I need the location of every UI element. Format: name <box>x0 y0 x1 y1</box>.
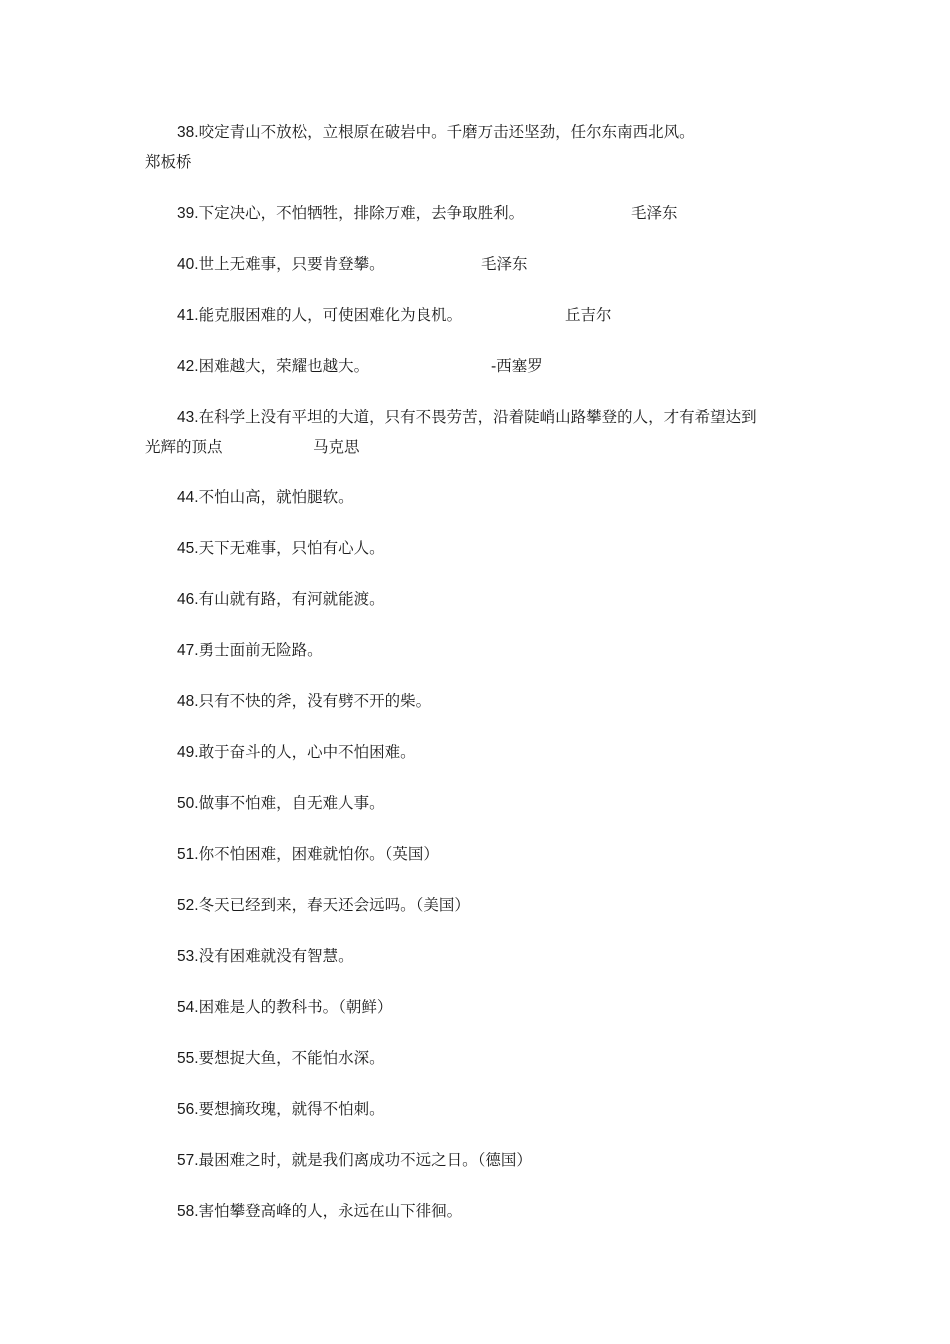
quote-author: 丘吉尔 <box>565 306 612 324</box>
quote-continuation: 光辉的顶点 <box>145 438 223 456</box>
quote-number: 42. <box>177 358 199 375</box>
quote-47 <box>145 635 815 665</box>
quote-number: 41. <box>177 307 199 324</box>
quote-58 <box>145 1196 815 1226</box>
quote-number: 48. <box>177 693 199 710</box>
quote-author: -西塞罗 <box>491 357 543 375</box>
quote-text: 要想摘玫瑰，就得不怕刺。 <box>198 1100 385 1118</box>
quote-text: 没有困难就没有智慧。 <box>198 947 354 965</box>
quote-number: 53. <box>177 948 199 965</box>
quote-text: 有山就有路，有河就能渡。 <box>198 590 385 608</box>
quote-text: 困难是人的教科书。（朝鲜） <box>198 998 393 1016</box>
quote-text: 害怕攀登高峰的人，永远在山下徘徊。 <box>198 1202 463 1220</box>
quote-text: 天下无难事，只怕有心人。 <box>198 539 385 557</box>
quote-number: 47. <box>177 642 199 659</box>
quote-40 <box>145 249 815 279</box>
quote-author: 毛泽东 <box>631 204 678 222</box>
quote-39 <box>145 198 815 228</box>
quote-52 <box>145 890 815 920</box>
quote-46 <box>145 584 815 614</box>
quote-text: 勇士面前无险路。 <box>198 641 323 659</box>
quote-text: 下定决心，不怕牺牲，排除万难，去争取胜利。 <box>198 204 525 222</box>
quote-50 <box>145 788 815 818</box>
quote-57 <box>145 1145 815 1175</box>
quote-text: 能克服困难的人，可使困难化为良机。 <box>198 306 463 324</box>
quote-48 <box>145 686 815 716</box>
quote-number: 56. <box>177 1101 199 1118</box>
quote-49 <box>145 737 815 767</box>
quote-number: 39. <box>177 205 199 222</box>
quote-42 <box>145 351 815 381</box>
quote-number: 49. <box>177 744 199 761</box>
quote-53 <box>145 941 815 971</box>
quote-number: 57. <box>177 1152 199 1169</box>
quote-number: 46. <box>177 591 199 608</box>
quote-text: 困难越大，荣耀也越大。 <box>198 357 370 375</box>
quote-text: 不怕山高，就怕腿软。 <box>198 488 354 506</box>
quote-text: 在科学上没有平坦的大道，只有不畏劳苦，沿着陡峭山路攀登的人，才有希望达到 <box>198 408 757 426</box>
quote-number: 43. <box>177 409 199 426</box>
quote-41 <box>145 300 815 330</box>
quote-number: 44. <box>177 489 199 506</box>
quote-text: 要想捉大鱼，不能怕水深。 <box>198 1049 385 1067</box>
quote-number: 38. <box>177 124 199 141</box>
quote-45 <box>145 533 815 563</box>
quote-text: 最困难之时，就是我们离成功不远之日。（德国） <box>198 1151 532 1169</box>
quote-number: 51. <box>177 846 199 863</box>
quote-56 <box>145 1094 815 1124</box>
quote-text: 敢于奋斗的人，心中不怕困难。 <box>198 743 416 761</box>
quote-number: 45. <box>177 540 199 557</box>
quote-number: 40. <box>177 256 199 273</box>
quote-54 <box>145 992 815 1022</box>
quote-text: 咬定青山不放松，立根原在破岩中。千磨万击还坚劲，任尔东南西北风。 <box>198 123 695 141</box>
quote-51 <box>145 839 815 869</box>
quote-text: 做事不怕难，自无难人事。 <box>198 794 385 812</box>
quote-43 <box>145 402 815 462</box>
quote-author: 毛泽东 <box>481 255 528 273</box>
quote-text: 冬天已经到来，春天还会远吗。（美国） <box>198 896 470 914</box>
quote-text: 你不怕困难，困难就怕你。（英国） <box>198 845 439 863</box>
quote-text: 只有不快的斧，没有劈不开的柴。 <box>198 692 432 710</box>
quote-number: 50. <box>177 795 199 812</box>
quote-author: 马克思 <box>313 438 360 456</box>
quote-38 <box>145 117 815 177</box>
quote-text: 世上无难事，只要肯登攀。 <box>198 255 385 273</box>
quote-44 <box>145 482 815 512</box>
quote-number: 55. <box>177 1050 199 1067</box>
quote-continuation: 郑板桥 <box>145 153 192 171</box>
quote-number: 52. <box>177 897 199 914</box>
quote-number: 58. <box>177 1203 199 1220</box>
quote-number: 54. <box>177 999 199 1016</box>
quote-55 <box>145 1043 815 1073</box>
